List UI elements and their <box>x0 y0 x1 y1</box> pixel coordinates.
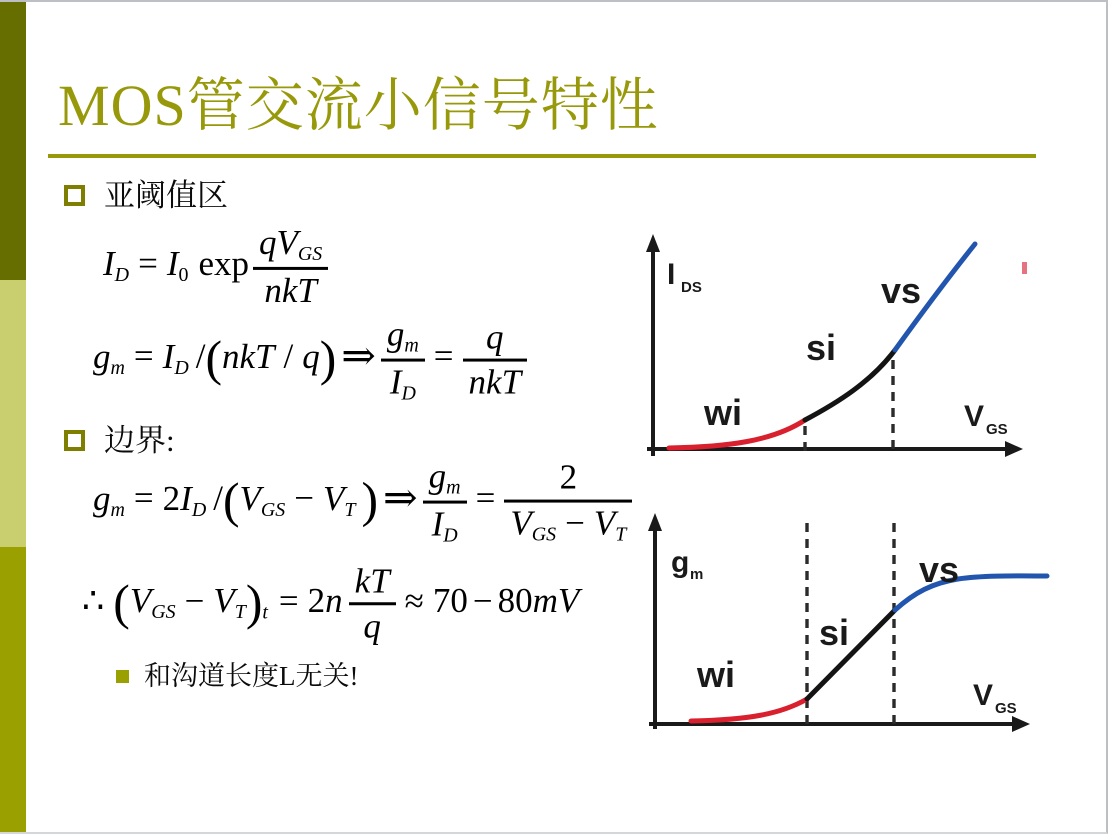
wi-curve <box>691 699 807 721</box>
bullet-subthreshold-label: 亚阈值区 <box>104 178 228 213</box>
math-token: V <box>593 503 616 543</box>
math-token: V <box>213 581 235 621</box>
math-token: D <box>191 499 207 522</box>
math-fraction <box>423 457 467 548</box>
formula-subthreshold-current <box>103 223 328 311</box>
math-token: V <box>239 479 261 519</box>
math-token: t <box>262 601 268 624</box>
math-token: ( <box>205 330 222 386</box>
math-token: = <box>138 244 158 284</box>
ids-vgs-graph <box>633 230 1031 480</box>
sidebar-decoration <box>0 2 26 834</box>
gm-vgs-graph <box>633 507 1058 769</box>
math-token: = <box>475 479 496 519</box>
region-label-vs: vs <box>919 549 960 590</box>
filled-square-bullet-icon <box>116 670 129 683</box>
x-axis-arrow-icon <box>1012 716 1030 732</box>
math-token: ⇒ <box>341 332 376 379</box>
math-token: T <box>344 499 356 522</box>
math-token: 0 <box>178 264 189 287</box>
math-token: I <box>389 362 402 402</box>
math-token: m <box>404 334 419 357</box>
square-bullet-icon <box>64 185 85 206</box>
x-axis-label: V <box>973 679 994 712</box>
math-token: I <box>431 504 444 544</box>
math-token: V <box>323 479 345 519</box>
math-token: nkT <box>264 270 317 310</box>
math-token: ( <box>113 574 130 630</box>
math-token: − <box>472 581 493 621</box>
math-token: ⇒ <box>383 474 418 521</box>
math-token: 2 <box>162 479 181 519</box>
page-title: MOS管交流小信号特性 <box>58 73 659 138</box>
math-token: T <box>615 523 627 546</box>
math-token: ) <box>319 330 337 386</box>
math-token: V <box>510 503 532 543</box>
math-token: q <box>486 317 504 357</box>
sidebar-segment-top <box>0 2 26 280</box>
y-axis-label: g <box>671 546 690 579</box>
math-token: GS <box>260 499 286 522</box>
math-token: m <box>110 499 125 522</box>
math-token: mV <box>532 581 580 621</box>
math-fraction <box>349 561 396 647</box>
math-token: GS <box>531 523 557 546</box>
subbullet-note-label: 和沟道长度L无关! <box>144 661 359 691</box>
x-axis-label-subscript: GS <box>986 421 1008 438</box>
region-label-si: si <box>819 612 850 653</box>
math-token: D <box>443 524 458 547</box>
math-token: / <box>195 337 206 377</box>
red-artifact-mark <box>1022 262 1027 274</box>
math-token: GS <box>297 242 323 265</box>
math-token: 2 <box>559 457 578 497</box>
math-token: g <box>93 479 111 519</box>
y-axis-label-subscript: DS <box>681 279 702 296</box>
math-token: ) <box>361 472 379 528</box>
math-fraction <box>504 458 632 546</box>
math-token: 2 <box>307 581 326 621</box>
sidebar-segment-middle <box>0 280 26 547</box>
math-token: I <box>162 337 175 377</box>
math-fraction <box>253 223 328 311</box>
math-token: D <box>174 357 189 380</box>
math-token: 70 <box>432 581 468 621</box>
math-token: q <box>302 337 320 377</box>
square-bullet-icon <box>64 430 85 451</box>
y-axis-arrow-icon <box>648 513 662 531</box>
math-token: = <box>133 479 154 519</box>
math-token: I <box>166 244 179 284</box>
math-token: − <box>294 479 315 519</box>
math-token: = <box>433 337 454 377</box>
bullet-boundary <box>64 425 175 456</box>
math-token: I <box>180 479 192 519</box>
math-token: n <box>325 581 343 621</box>
y-axis-arrow-icon <box>646 234 660 252</box>
math-token: D <box>114 264 130 287</box>
math-token: = <box>278 581 299 621</box>
math-fraction <box>381 315 425 406</box>
region-label-wi: wi <box>697 654 736 695</box>
math-token: nkT <box>222 337 275 377</box>
math-token: exp <box>198 244 249 284</box>
region-label-vs: vs <box>881 270 922 311</box>
math-token: / <box>213 479 223 519</box>
math-token: = <box>133 337 154 377</box>
math-token: T <box>234 601 246 624</box>
math-token: g <box>93 337 111 377</box>
math-token: m <box>110 357 125 380</box>
bullet-subthreshold <box>64 180 228 211</box>
math-token: ≈ <box>404 581 424 621</box>
math-token: − <box>565 503 585 543</box>
math-token: 80 <box>497 581 533 621</box>
math-fraction <box>463 317 528 403</box>
math-token: m <box>446 476 461 499</box>
region-label-wi: wi <box>704 392 743 433</box>
formula-boundary-voltage <box>82 561 579 647</box>
math-token: I <box>103 244 115 284</box>
math-token: ) <box>245 574 263 630</box>
vs-curve <box>895 576 1047 610</box>
math-token: g <box>428 456 447 496</box>
math-token: / <box>283 337 294 377</box>
x-axis-label: V <box>964 400 985 433</box>
subbullet-channel-length-note <box>116 663 358 690</box>
formula-boundary-gm <box>93 457 632 548</box>
x-axis-label-subscript: GS <box>995 700 1017 717</box>
sidebar-segment-bottom <box>0 547 26 834</box>
math-token: D <box>401 382 416 405</box>
y-axis-label-subscript: m <box>690 566 704 583</box>
title-underline <box>48 154 1036 158</box>
x-axis-arrow-icon <box>1005 441 1023 457</box>
math-token: ∴ <box>82 581 105 621</box>
region-label-si: si <box>806 327 837 368</box>
math-token: nkT <box>468 362 522 402</box>
math-token: − <box>184 581 205 621</box>
math-token: kT <box>354 561 390 601</box>
bullet-boundary-label: 边界: <box>104 423 175 458</box>
math-token: GS <box>151 601 176 624</box>
math-token: ( <box>222 472 240 528</box>
formula-subthreshold-gm <box>93 315 527 406</box>
math-token: qV <box>258 222 298 262</box>
math-token: q <box>363 606 381 646</box>
math-token: V <box>129 581 152 621</box>
y-axis-label: I <box>667 258 676 291</box>
math-token: g <box>386 314 405 354</box>
